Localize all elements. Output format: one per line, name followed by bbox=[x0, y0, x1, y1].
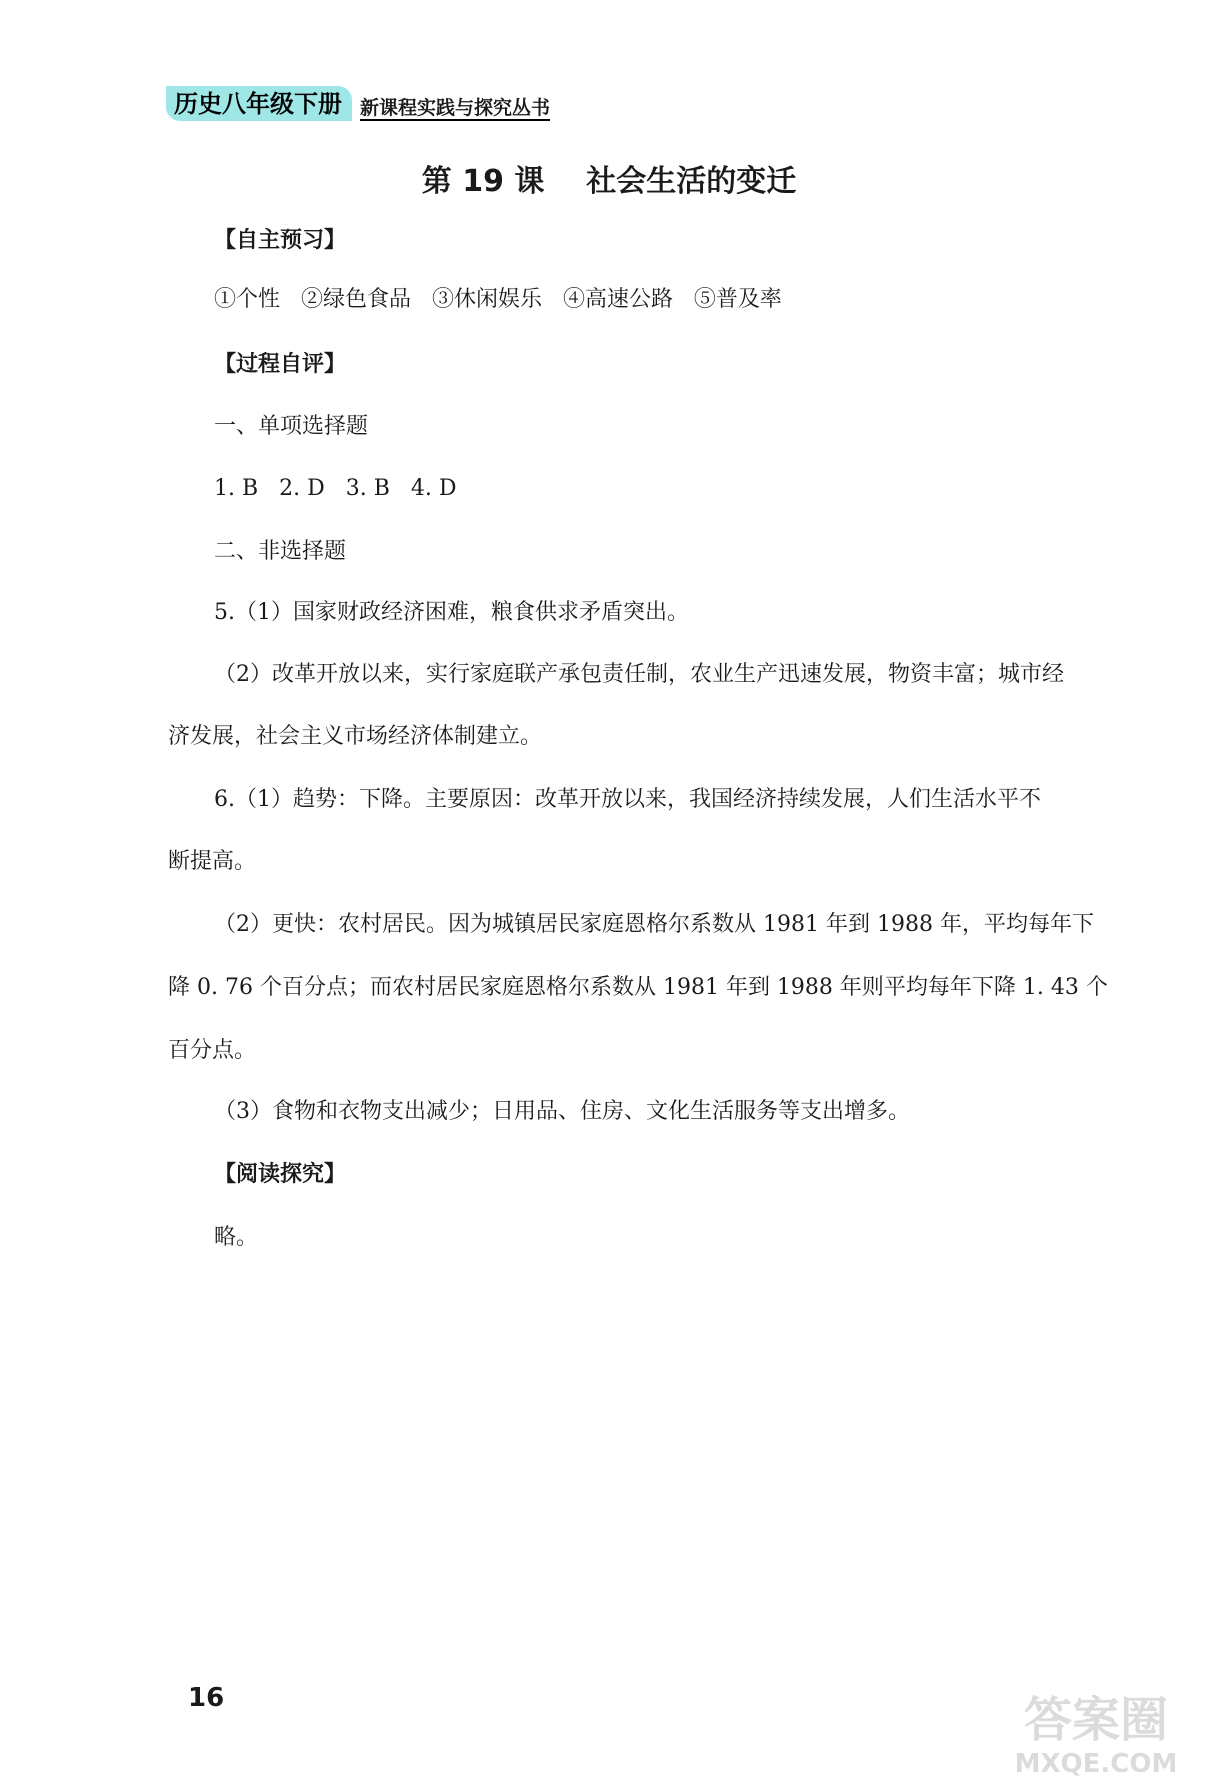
watermark-text: 答案圈 bbox=[1023, 1692, 1169, 1748]
part2-heading: 二、非选择题 bbox=[214, 539, 347, 564]
page-number: 16 bbox=[188, 1683, 225, 1713]
watermark-url: MXQE.COM bbox=[1014, 1749, 1178, 1779]
q6-part2-line2: 降 0. 76 个百分点；而农村居民家庭恩格尔系数从 1981 年到 1988 年则平均每年下降 1. 43 个 bbox=[168, 975, 1108, 1000]
preview-heading: 【自主预习】 bbox=[214, 228, 347, 253]
q6-part2-line1: （2）更快：农村居民。因为城镇居民家庭恩格尔系数从 1981 年到 1988 年，平均每年下 bbox=[214, 912, 1094, 937]
q5-part2-line2: 济发展，社会主义市场经济体制建立。 bbox=[168, 724, 543, 749]
preview-answers: ①个性 ②绿色食品 ③休闲娱乐 ④高速公路 ⑤普及率 bbox=[214, 287, 782, 312]
q5-part2-line1: （2）改革开放以来，实行家庭联产承包责任制，农业生产迅速发展，物资丰富；城市经 bbox=[214, 662, 1064, 687]
q6-part2-line3: 百分点。 bbox=[168, 1038, 257, 1063]
process-heading: 【过程自评】 bbox=[214, 352, 347, 377]
q5-part1: 5.（1）国家财政经济困难，粮食供求矛盾突出。 bbox=[214, 600, 689, 625]
reading-answer: 略。 bbox=[214, 1225, 259, 1250]
reading-heading: 【阅读探究】 bbox=[214, 1162, 347, 1187]
lesson-title: 第 19 课 社会生活的变迁 bbox=[421, 164, 797, 199]
q6-part3: （3）食物和衣物支出减少；日用品、住房、文化生活服务等支出增多。 bbox=[214, 1099, 910, 1124]
header-badge: 历史八年级下册 bbox=[166, 86, 352, 121]
part1-heading: 一、单项选择题 bbox=[214, 414, 369, 439]
header-series: 新课程实践与探究丛书 bbox=[360, 97, 551, 119]
watermark-logo bbox=[996, 1674, 1196, 1784]
part1-answers: 1. B 2. D 3. B 4. D bbox=[214, 476, 457, 501]
q6-part1-line2: 断提高。 bbox=[168, 849, 257, 874]
q6-part1-line1: 6.（1）趋势：下降。主要原因：改革开放以来，我国经济持续发展，人们生活水平不 bbox=[214, 787, 1041, 812]
page-header bbox=[166, 86, 550, 121]
